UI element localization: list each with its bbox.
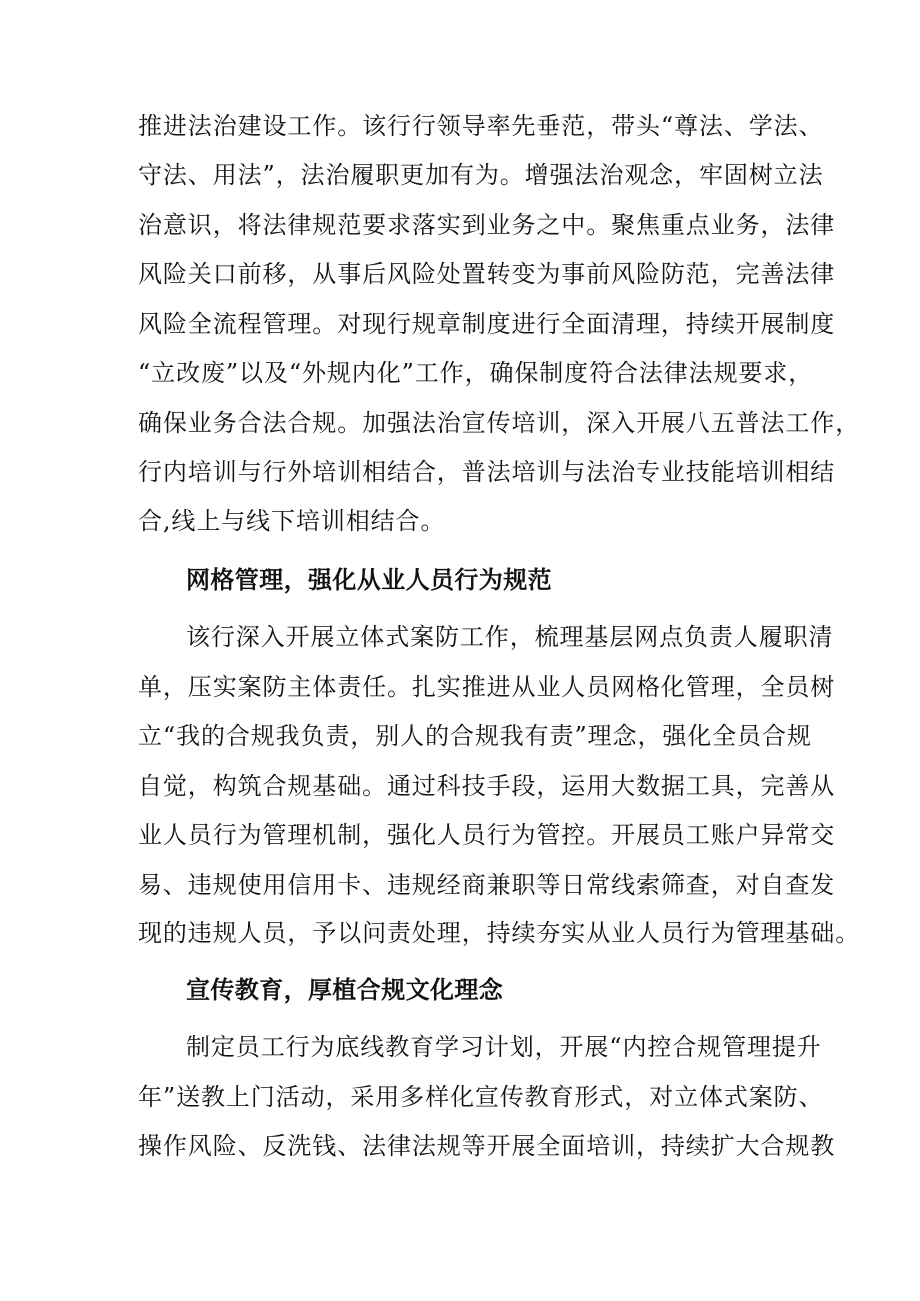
section-heading: 网格管理，强化从业人员行为规范 [186,566,552,594]
paragraph-line: 治意识，将法律规范要求落实到业务之中。聚焦重点业务，法律 [138,211,836,239]
paragraph-line: 风险全流程管理。对现行规章制度进行全面清理，持续开展制度 [138,310,836,338]
paragraph-line: 立“我的合规我负责，别人的合规我有责”理念，强化全员合规 [138,722,812,750]
paragraph-line: 操作风险、反洗钱、法律法规等开展全面培训，持续扩大合规教 [138,1132,836,1160]
paragraph-line: 该行深入开展立体式案防工作，梳理基层网点负责人履职清 [186,623,834,651]
paragraph-line: 现的违规人员，予以问责处理，持续夯实从业人员行为管理基础。 [138,919,861,947]
paragraph-line: 年”送教上门活动，采用多样化宣传教育形式，对立体式案防、 [138,1083,824,1111]
paragraph-line: 守法、用法”，法治履职更加有为。增强法治观念，牢固树立法 [138,161,824,189]
paragraph-line: 单，压实案防主体责任。扎实推进从业人员网格化管理，全员树 [138,673,836,701]
paragraph-line: “立改废”以及“外规内化”工作，确保制度符合法律法规要求， [138,359,814,387]
paragraph-line: 风险关口前移，从事后风险处置转变为事前风险防范，完善法律 [138,260,836,288]
paragraph-line: 制定员工行为底线教育学习计划，开展“内控合规管理提升 [186,1033,822,1061]
paragraph-line: 推进法治建设工作。该行行领导率先垂范，带头“尊法、学法、 [138,112,824,140]
section-heading: 宣传教育，厚植合规文化理念 [186,976,504,1004]
paragraph-line: 行内培训与行外培训相结合，普法培训与法治专业技能培训相结 [138,458,836,486]
paragraph-line: 易、违规使用信用卡、违规经商兼职等日常线索筛查，对自查发 [138,871,836,899]
paragraph-line: 自觉，构筑合规基础。通过科技手段，运用大数据工具，完善从 [138,772,836,800]
paragraph-line: 确保业务合法合规。加强法治宣传培训，深入开展八五普法工作， [138,409,861,437]
paragraph-line: 合,线上与线下培训相结合。 [138,507,446,535]
paragraph-line: 业人员行为管理机制，强化人员行为管控。开展员工账户异常交 [138,821,836,849]
